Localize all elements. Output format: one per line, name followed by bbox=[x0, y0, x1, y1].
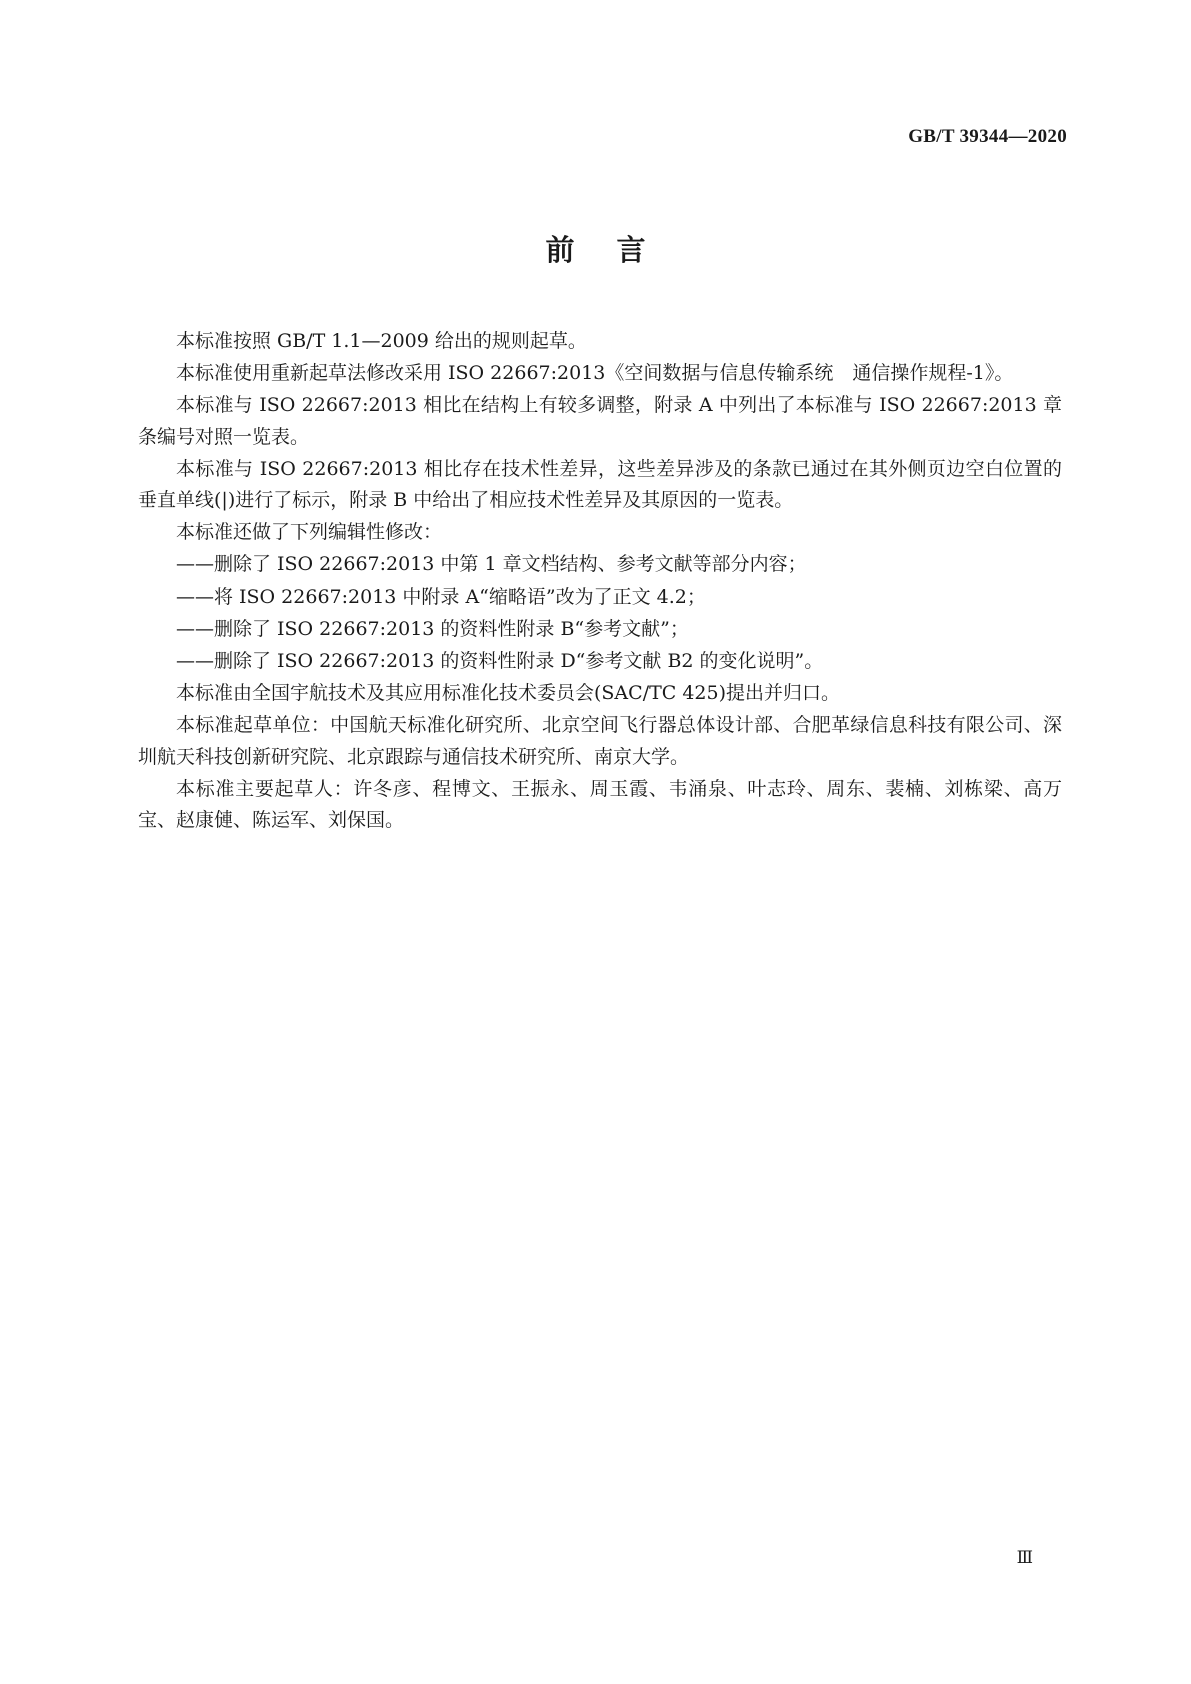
paragraph-structure-changes: 本标准与 ISO 22667:2013 相比在结构上有较多调整，附录 A 中列出了本标准与 ISO 22667:2013 章条编号对照一览表。 bbox=[138, 394, 1062, 448]
page-number: Ⅲ bbox=[1016, 1548, 1033, 1567]
list-item-editorial-change: ——将 ISO 22667:2013 中附录 A“缩略语”改为了正文 4.2； bbox=[176, 585, 706, 608]
paragraph-technical-differences: 本标准与 ISO 22667:2013 相比存在技术性差异，这些差异涉及的条款已通过在其外侧页边空白位置的垂直单线(|)进行了标示，附录 B 中给出了相应技术性差异及其原因的一览表。 bbox=[138, 457, 1062, 512]
paragraph-drafting-units: 本标准起草单位：中国航天标准化研究所、北京空间飞行器总体设计部、合肥革绿信息科技有限公司、深圳航天科技创新研究院、北京跟踪与通信技术研究所、南京大学。 bbox=[138, 714, 1062, 768]
paragraph-adoption: 本标准使用重新起草法修改采用 ISO 22667:2013《空间数据与信息传输系统 通信操作规程-1》。 bbox=[176, 362, 1014, 385]
list-item-editorial-change: ——删除了 ISO 22667:2013 的资料性附录 B“参考文献”； bbox=[176, 617, 689, 640]
foreword-body bbox=[138, 326, 1062, 837]
paragraph-drafting-rules: 本标准按照 GB/T 1.1—2009 给出的规则起草。 bbox=[176, 330, 587, 352]
standard-number: GB/T 39344—2020 bbox=[908, 126, 1067, 147]
list-item-editorial-change: ——删除了 ISO 22667:2013 的资料性附录 D“参考文献 B2 的变化说明”。 bbox=[176, 650, 824, 673]
paragraph-proposer: 本标准由全国宇航技术及其应用标准化技术委员会(SAC/TC 425)提出并归口。 bbox=[176, 682, 841, 705]
paragraph-drafters: 本标准主要起草人：许冬彦、程博文、王振永、周玉霞、韦涌泉、叶志玲、周东、裴楠、刘栋梁、高万宝、赵康僆、陈运军、刘保国。 bbox=[138, 777, 1062, 832]
paragraph-editorial-intro: 本标准还做了下列编辑性修改： bbox=[176, 521, 443, 544]
page-title: 前言 bbox=[545, 233, 688, 267]
list-item-editorial-change: ——删除了 ISO 22667:2013 中第 1 章文档结构、参考文献等部分内容； bbox=[176, 553, 807, 576]
